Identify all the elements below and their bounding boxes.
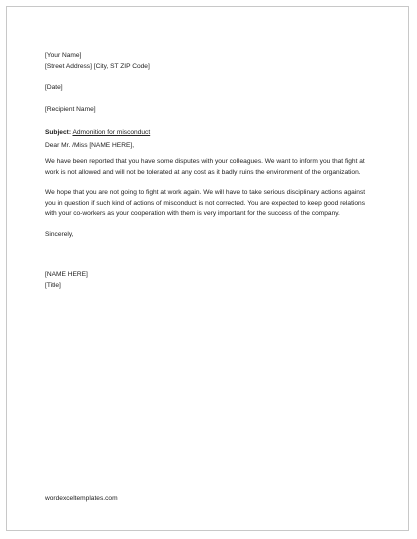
letter-body [45, 51, 377, 291]
subject-label: Subject: [45, 129, 72, 136]
paragraph-2: We hope that you are not going to fight at work again. We will have to take serious disciplinary actions against you in question if such kind of actions of misconduct is not corrected. You are expected to keep good relations with your co-workers as your cooperation with them is very important for the success of the company. [45, 189, 366, 217]
subject-value: Admonition for misconduct [72, 129, 151, 136]
salutation: Dear Mr. /Miss [NAME HERE], [45, 141, 135, 149]
sender-address: [Street Address] [City, ST ZIP Code] [45, 62, 150, 70]
recipient-name: [Recipient Name] [45, 105, 96, 113]
subject-line [45, 128, 377, 139]
sender-name: [Your Name] [45, 52, 82, 59]
signature-name: [NAME HERE] [45, 271, 88, 278]
closing: Sincerely, [45, 230, 74, 238]
signature-title: [Title] [45, 281, 61, 289]
letter-date: [Date] [45, 84, 63, 91]
paragraph-1: We have been reported that you have some disputes with your colleagues. We want to inform you that fight at work is not allowed and will not be tolerated at any cost as it badly ruins the environment of the organization. [45, 158, 365, 176]
footer-website: wordexceltemplates.com [45, 495, 118, 502]
document-page [6, 6, 409, 531]
